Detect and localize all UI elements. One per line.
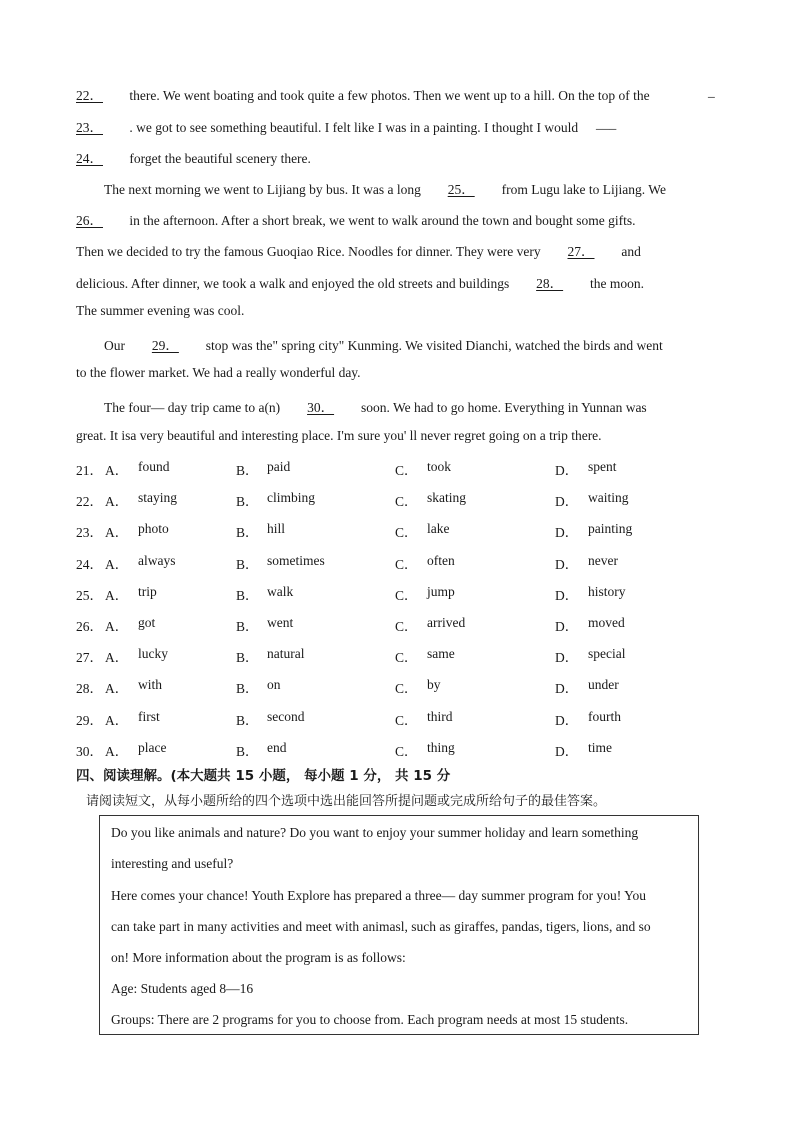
blank-23[interactable]: 23． [76,120,103,135]
cloze-line-12: great. It isa very beautiful and interesting place. I'm sure you' ll never regret going on a trip there. [76,428,602,443]
reading-passage-box [99,815,699,1035]
option-text-d[interactable]: spent [588,459,617,474]
option-letter-a[interactable]: A． [105,712,129,728]
option-letter-c[interactable]: C． [395,681,418,697]
option-text-c[interactable]: lake [427,521,450,537]
blank-30[interactable]: 30． [307,400,335,415]
option-text-c[interactable]: jump [427,583,455,599]
passage-line: Do you like animals and nature? Do you want to enjoy your summer holiday and learn something [111,825,639,840]
option-letter-d[interactable]: D． [555,494,579,510]
cloze-line-4: The next morning we went to Lijiang by bus. It was a long 25． from Lugu lake to Lijiang. We [104,178,666,198]
question-number: 27． [76,650,103,666]
option-letter-c[interactable]: C． [395,712,418,728]
option-row [76,584,736,604]
cloze-line-1: 22． there. We went boating and took quite a few photos. Then we went up to a hill. On the top of the _ [76,84,715,103]
option-letter-c[interactable]: C． [395,525,418,541]
cloze-line-11: The four— day trip came to a(n) 30． soon. We had to go home. Everything in Yunnan was [104,396,647,416]
option-letter-b[interactable]: B． [236,743,259,759]
passage-line: can take part in many activities and meet with animasl, such as giraffes, pandas, tigers, lions, and so [111,919,651,934]
passage-line: interesting and useful? [111,856,234,871]
question-number: 26． [76,619,103,634]
question-number: 22． [76,494,103,510]
option-letter-a[interactable]: A． [105,650,129,666]
option-text-d[interactable]: fourth [588,708,621,724]
section-title: 四、阅读理解。(本大题共 15 小题， 每小题 1 分， 共 15 分 [76,768,451,784]
option-letter-c[interactable]: C． [395,556,418,572]
option-letter-b[interactable]: B． [236,712,259,728]
option-letter-c[interactable]: C． [395,587,418,603]
option-text-b[interactable]: end [267,739,287,755]
option-text-d[interactable]: time [588,739,612,755]
option-letter-d[interactable]: D． [555,525,579,541]
blank-26[interactable]: 26． [76,213,103,228]
option-text-b[interactable]: on [267,677,281,693]
option-text-a[interactable]: found [138,459,170,474]
option-text-d[interactable]: waiting [588,490,629,506]
option-text-a[interactable]: always [138,552,176,568]
question-number: 30． [76,743,103,759]
option-row [76,521,736,541]
option-text-a[interactable]: trip [138,583,157,599]
option-letter-c[interactable]: C． [395,494,418,510]
option-text-c[interactable]: often [427,552,455,568]
question-number: 28． [76,681,103,697]
cloze-line-8: The summer evening was cool. [76,303,245,318]
option-letter-c[interactable]: C． [395,463,418,478]
option-text-d[interactable]: painting [588,521,633,537]
option-letter-b[interactable]: B． [236,650,259,666]
option-text-b[interactable]: sometimes [267,552,325,568]
option-text-b[interactable]: second [267,708,305,724]
option-text-b[interactable]: went [267,615,294,630]
option-text-a[interactable]: place [138,739,167,755]
cloze-line-7: delicious. After dinner, we took a walk and enjoyed the old streets and buildings 28． the moon. [76,272,644,292]
option-text-d[interactable]: moved [588,615,625,630]
option-letter-b[interactable]: B． [236,556,259,572]
section-instruction: 请阅读短文，从每小题所给的四个选项中选出能回答所提问题或完成所给句子的最佳答案。 [86,794,607,809]
option-letter-d[interactable]: D． [555,681,579,697]
question-number: 24． [76,556,103,572]
option-text-c[interactable]: by [427,677,441,693]
option-letter-b[interactable]: B． [236,494,259,510]
option-text-b[interactable]: hill [267,521,286,537]
cloze-line-6: Then we decided to try the famous Guoqiao Rice. Noodles for dinner. They were very 27． and [76,240,641,260]
question-number: 21． [76,463,103,478]
option-row [76,677,736,697]
option-letter-a[interactable]: A． [105,743,129,759]
option-text-a[interactable]: with [138,677,163,693]
option-text-b[interactable]: natural [267,646,305,662]
option-text-c[interactable]: thing [427,739,455,755]
option-letter-b[interactable]: B． [236,587,259,603]
option-text-c[interactable]: skating [427,490,466,506]
option-letter-a[interactable]: A． [105,619,129,634]
option-letter-a[interactable]: A． [105,463,129,478]
option-row [76,459,736,479]
blank-27[interactable]: 27． [567,244,595,259]
option-row [76,740,736,760]
option-text-d[interactable]: history [588,583,626,599]
blank-25[interactable]: 25． [447,182,475,197]
option-letter-d[interactable]: D． [555,712,579,728]
passage-line: Here comes your chance! Youth Explore has prepared a three— day summer program for you! You [111,888,646,903]
cloze-line-5: 26． in the afternoon. After a short break, we went to walk around the town and bought some gifts. [76,209,636,229]
option-text-a[interactable]: lucky [138,646,168,662]
cloze-line-9: Our 29． stop was the" spring city" Kunming. We visited Dianchi, watched the birds and went [104,334,663,354]
option-letter-b[interactable]: B． [236,463,259,478]
option-letter-d[interactable]: D． [555,619,579,634]
option-row [76,615,736,635]
option-letter-d[interactable]: D． [555,587,579,603]
option-text-d[interactable]: under [588,677,619,693]
option-letter-b[interactable]: B． [236,619,259,634]
option-text-b[interactable]: paid [267,459,291,474]
option-text-c[interactable]: took [427,459,452,474]
blank-24[interactable]: 24． [76,151,103,166]
blank-28[interactable]: 28． [536,276,564,291]
passage-line: Age: Students aged 8—16 [111,981,254,996]
question-number: 29． [76,712,103,728]
option-letter-c[interactable]: C． [395,743,418,759]
option-letter-a[interactable]: A． [105,556,129,572]
option-row [76,553,736,573]
option-letter-a[interactable]: A． [105,494,129,510]
option-letter-d[interactable]: D． [555,650,579,666]
option-letter-b[interactable]: B． [236,525,259,541]
cloze-line-2: 23． . we got to see something beautiful. I felt like I was in a painting. I thought I would ___ [76,116,617,135]
option-text-a[interactable]: got [138,615,156,630]
option-text-a[interactable]: first [138,708,160,724]
option-row [76,646,736,666]
option-letter-a[interactable]: A． [105,681,129,697]
option-text-a[interactable]: staying [138,490,177,506]
cloze-line-3: 24． forget the beautiful scenery there. [76,147,311,167]
option-text-d[interactable]: special [588,646,626,662]
passage-line: Groups: There are 2 programs for you to choose from. Each program needs at most 15 students. [111,1012,629,1027]
option-letter-c[interactable]: C． [395,619,418,634]
option-row [76,709,736,729]
passage-line: on! More information about the program is as follows: [111,950,406,965]
option-letter-a[interactable]: A． [105,587,129,603]
option-letter-a[interactable]: A． [105,525,129,541]
option-text-b[interactable]: walk [267,583,294,599]
option-text-a[interactable]: photo [138,521,169,537]
option-letter-d[interactable]: D． [555,463,579,478]
option-row [76,490,736,510]
option-text-c[interactable]: same [427,646,455,662]
option-letter-c[interactable]: C． [395,650,418,666]
option-text-b[interactable]: climbing [267,490,315,506]
option-letter-b[interactable]: B． [236,681,259,697]
option-letter-d[interactable]: D． [555,743,579,759]
question-number: 25． [76,587,103,603]
option-letter-d[interactable]: D． [555,556,579,572]
blank-29[interactable]: 29． [151,338,179,353]
question-number: 23． [76,525,103,541]
option-text-c[interactable]: arrived [427,615,466,630]
option-text-c[interactable]: third [427,708,453,724]
blank-22[interactable]: 22． [76,88,103,103]
cloze-line-10: to the flower market. We had a really wonderful day. [76,365,361,380]
option-text-d[interactable]: never [588,552,618,568]
